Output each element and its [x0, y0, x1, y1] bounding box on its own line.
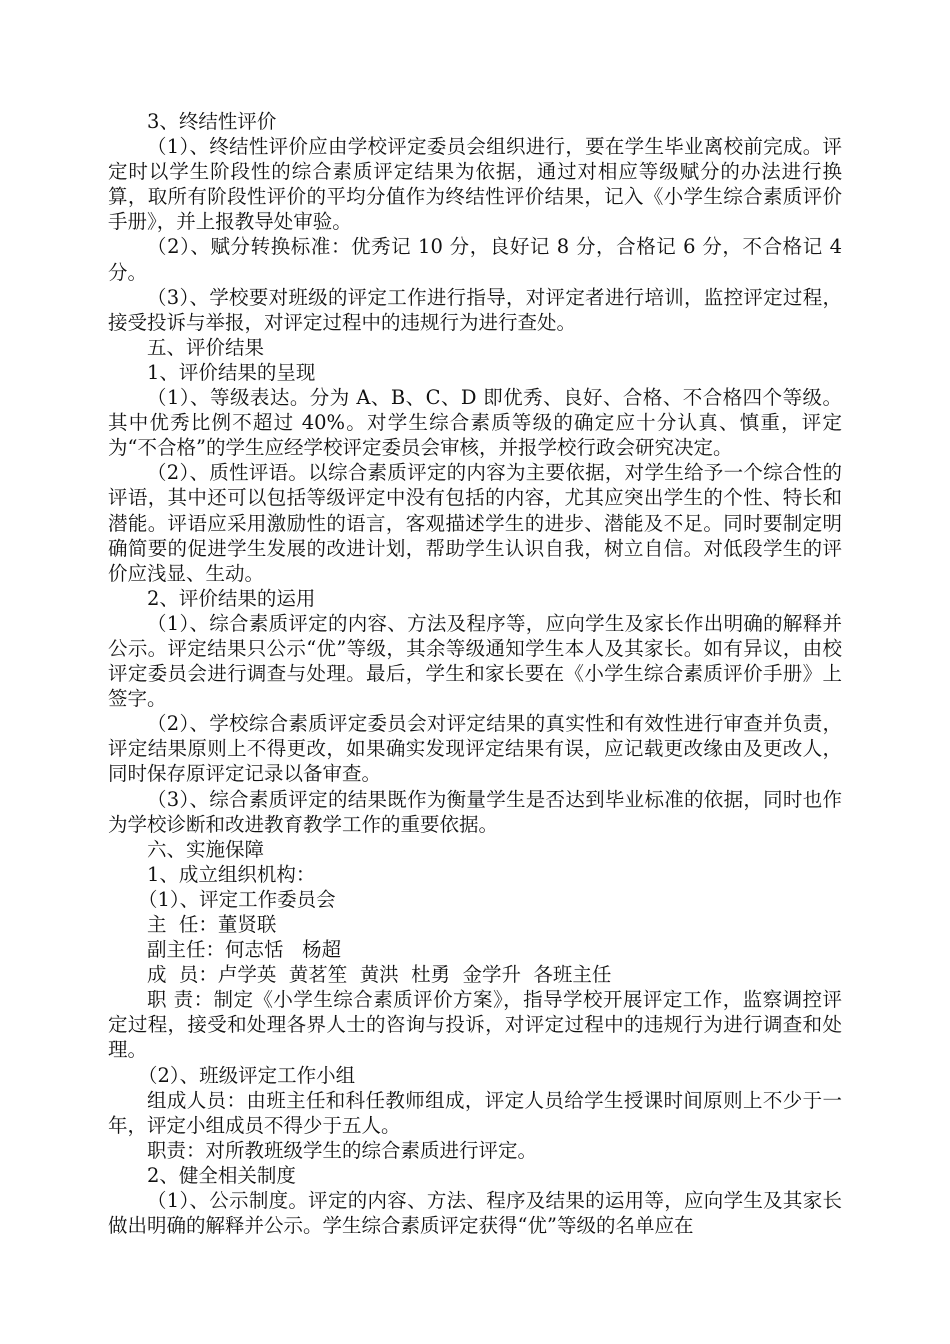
line-members: 成 员：卢学英 黄茗笙 黄洪 杜勇 金学升 各班主任	[147, 963, 612, 987]
heading-class-group: （2）、班级评定工作小组	[138, 1063, 356, 1087]
paragraph-results-basis: （3）、综合素质评定的结果既作为衡量学生是否达到毕业标准的依据，同时也作为学校诊断和改进教育教学工作的重要依据。	[108, 787, 842, 836]
paragraph-publicity-system: （1）、公示制度。评定的内容、方法、程序及结果的运用等，应向学生及其家长做出明确的解释并公示。学生综合素质评定获得“优”等级的名单应在	[108, 1189, 842, 1238]
paragraph-final-evaluation-1: （1）、终结性评价应由学校评定委员会组织进行，要在学生毕业离校前完成。评定时以学生阶段性的综合素质评定结果为依据，通过对相应等级赋分的办法进行换算，取所有阶段性评价的平均分值作为终结性评价结果，记入《小学生综合素质评价手册》，并上报教导处审验。	[108, 135, 842, 234]
heading-results-presentation: 1、评价结果的呈现	[147, 360, 316, 384]
heading-committee: （1）、评定工作委员会	[138, 887, 336, 911]
heading-results-usage: 2、评价结果的运用	[147, 586, 316, 610]
heading-final-evaluation: 3、终结性评价	[147, 110, 277, 133]
paragraph-committee-review: （2）、学校综合素质评定委员会对评定结果的真实性和有效性进行审查并负责，评定结果原则上不得更改，如果确实发现评定结果有误，应记载更改缘由及更改人，同时保存原评定记录以备审查。	[108, 712, 842, 786]
heading-implementation: 六、实施保障	[147, 837, 265, 861]
paragraph-group-members: 组成人员：由班主任和科任教师组成，评定人员给学生授课时间原则上不少于一年，评定小组成员不得少于五人。	[108, 1088, 842, 1137]
heading-evaluation-results: 五、评价结果	[147, 335, 265, 359]
line-vice-director: 副主任：何志恬 杨超	[147, 938, 342, 962]
paragraph-qualitative-comments: （2）、质性评语。以综合素质评定的内容为主要依据，对学生给予一个综合性的评语，其中还可以包括等级评定中没有包括的内容，尤其应突出学生的个性、特长和潜能。评语应采用激励性的语言，客观描述学生的进步、潜能及不足。同时要制定明确简要的促进学生发展的改进计划，帮助学生认识自我，树立自信。对低段学生的评价应浅显、生动。	[108, 461, 842, 585]
paragraph-score-conversion: （2）、赋分转换标准：优秀记 10 分，良好记 8 分，合格记 6 分，不合格记 4 分。	[108, 235, 842, 284]
line-director: 主 任：董贤联	[147, 913, 277, 936]
paragraph-publicity: （1）、综合素质评定的内容、方法及程序等，应向学生及家长作出明确的解释并公示。评定结果只公示“优”等级，其余等级通知学生本人及其家长。如有异议，由校评定委员会进行调查与处理。最后，学生和家长要在《小学生综合素质评价手册》上签字。	[108, 611, 842, 711]
paragraph-committee-duty: 职 责：制定《小学生综合素质评价方案》，指导学校开展评定工作，监察调控评定过程，接受和处理各界人士的咨询与投诉，对评定过程中的违规行为进行调查和处理。	[108, 988, 842, 1062]
paragraph-class-guidance: （3）、学校要对班级的评定工作进行指导，对评定者进行培训，监控评定过程，接受投诉与举报，对评定过程中的违规行为进行查处。	[108, 285, 842, 334]
paragraph-group-duty: 职责：对所教班级学生的综合素质进行评定。	[147, 1138, 538, 1162]
heading-organization: 1、成立组织机构：	[147, 862, 316, 886]
heading-regulations: 2、健全相关制度	[147, 1163, 296, 1187]
paragraph-grade-expression: （1）、等级表达。分为 A、B、C、D 即优秀、良好、合格、不合格四个等级。其中优秀比例不超过 40%。对学生综合素质等级的确定应十分认真、慎重，评定为“不合格”的学生应经学校评定委员会审核，并报学校行政会研究决定。	[108, 386, 842, 460]
